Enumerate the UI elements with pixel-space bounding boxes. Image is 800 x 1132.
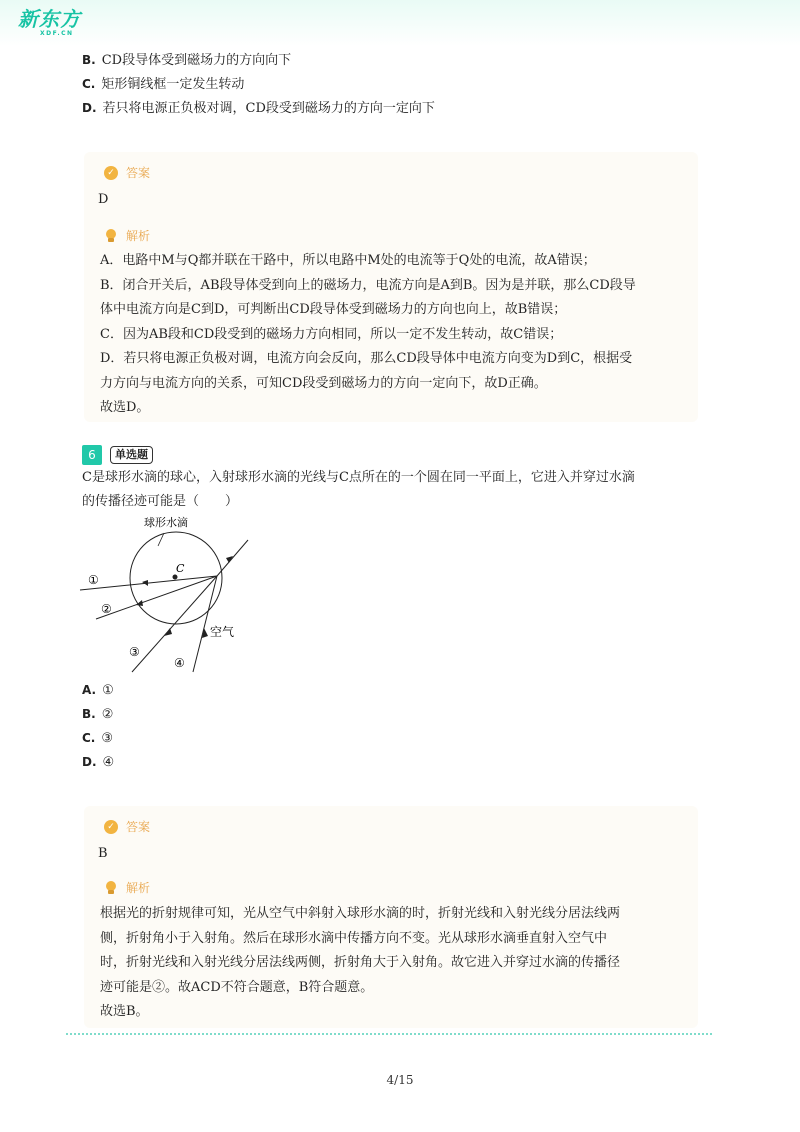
logo-subtext: XDF.CN — [40, 30, 74, 37]
option-b: B. ② — [82, 707, 114, 722]
question-number: 6 — [82, 445, 102, 465]
explanation-text — [100, 902, 690, 1025]
answer-value: D — [98, 192, 109, 207]
lightbulb-icon — [104, 229, 118, 243]
lightbulb-icon — [104, 881, 118, 895]
incident-arrow — [226, 556, 233, 563]
ray-2-label: ② — [101, 602, 112, 616]
center-point — [173, 575, 178, 580]
explanation-line: D．若只将电源正负极对调，电流方向会反向，那么CD段导体中电流方向变为D到C，根据受 — [100, 351, 633, 366]
option-c: C. ③ — [82, 731, 114, 746]
incident-ray — [217, 540, 248, 576]
page-header — [0, 0, 800, 46]
ray-3-arrow — [164, 628, 172, 636]
question-type-badge: 单选题 — [110, 446, 153, 464]
prev-option-c: C. 矩形铜线框一定发生转动 — [82, 77, 245, 92]
explanation-text — [100, 249, 690, 421]
ray-4-label: ④ — [174, 656, 185, 670]
water-drop-diagram — [76, 510, 266, 685]
answer-value: B — [98, 846, 108, 861]
question-text — [82, 466, 722, 514]
ray-1-arrow — [142, 580, 148, 586]
explanation-line: B．闭合开关后，AB段导体受到向上的磁场力，电流方向是A到B。因为是并联，那么CD段导 — [100, 277, 636, 293]
explanation-heading: 解析 — [104, 879, 150, 896]
xdf-logo — [18, 8, 81, 37]
check-icon: ✓ — [104, 166, 118, 180]
option-a: A. ① — [82, 683, 114, 698]
prev-option-b: B. CD段导体受到磁场力的方向向下 — [82, 53, 292, 68]
option-d: D. ④ — [82, 755, 115, 770]
explanation-line: 时，折射光线和入射光线分居法线两侧，折射角大于入射角。故它进入并穿过水滴的传播径 — [100, 955, 621, 970]
center-label: C — [176, 562, 185, 575]
ray-4 — [193, 576, 217, 672]
prev-answer-box — [84, 152, 698, 422]
question-line: 的传播径迹可能是（ ） — [82, 494, 239, 509]
explanation-line: 体中电流方向是C到D，可判断出CD段导体受到磁场力的方向也向上，故B错误； — [100, 302, 567, 317]
question-line: C是球形水滴的球心，入射球形水滴的光线与C点所在的一个圆在同一平面上，它进入并穿过水滴 — [82, 470, 635, 485]
page-number: 4/15 — [386, 1073, 414, 1087]
explanation-line: 迹可能是②。故ACD不符合题意，B符合题意。 — [100, 979, 374, 995]
answer-box — [84, 806, 698, 1028]
logo-text: 新东方 — [18, 7, 81, 31]
section-divider — [66, 1033, 712, 1035]
explanation-line: 侧，折射角小于入射角。然后在球形水滴中传播方向不变。光从球形水滴垂直射入空气中 — [100, 930, 608, 946]
ray-1-label: ① — [88, 573, 99, 587]
explanation-heading: 解析 — [104, 227, 150, 244]
answer-heading: ✓ 答案 — [104, 818, 150, 835]
prev-option-d: D. 若只将电源正负极对调，CD段受到磁场力的方向一定向下 — [82, 101, 435, 116]
check-icon: ✓ — [104, 820, 118, 834]
air-label: 空气 — [210, 625, 235, 639]
explanation-line: C．因为AB段和CD段受到的磁场力方向相同，所以一定不发生转动，故C错误； — [100, 326, 563, 342]
explanation-line: A．电路中M与Q都并联在干路中，所以电路中M处的电流等于Q处的电流，故A错误； — [100, 253, 596, 268]
explanation-line: 故选D。 — [100, 400, 150, 415]
question-header — [82, 445, 153, 465]
explanation-line: 故选B。 — [100, 1004, 149, 1019]
ray-3-label: ③ — [129, 645, 140, 659]
answer-heading: ✓ 答案 — [104, 164, 150, 181]
drop-label: 球形水滴 — [144, 516, 188, 529]
explanation-line: 根据光的折射规律可知，光从空气中斜射入球形水滴的时，折射光线和入射光线分居法线两 — [100, 906, 621, 921]
explanation-line: 力方向与电流方向的关系，可知CD段受到磁场力的方向一定向下，故D正确。 — [100, 375, 547, 391]
